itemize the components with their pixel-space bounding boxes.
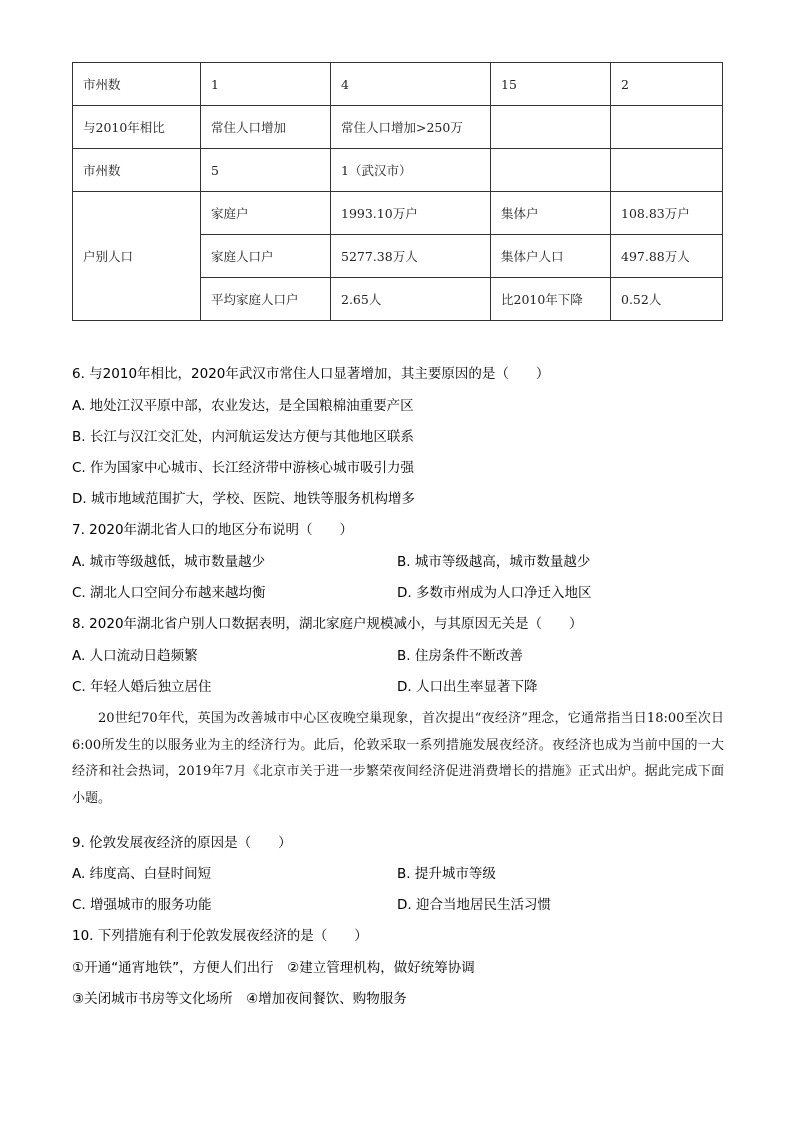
question-9-option-a: A. 纬度高、白昼时间短 xyxy=(72,866,212,882)
table-row xyxy=(73,106,723,149)
table-cell: 市州数 xyxy=(73,149,201,192)
question-6-option-d: D. 城市地域范围扩大，学校、医院、地铁等服务机构增多 xyxy=(72,491,415,507)
question-6-option-b: B. 长江与汉江交汇处，内河航运发达方便与其他地区联系 xyxy=(72,429,414,445)
table-cell: 1（武汉市） xyxy=(331,149,491,192)
table-cell xyxy=(611,106,723,149)
reading-passage: 20世纪70年代，英国为改善城市中心区夜晚空巢现象，首次提出“夜经济”理念，它通常指当日18:00至次日6:00所发生的以服务业为主的经济行为。此后，伦敦采取一系列措施发展夜经济。夜经济也成为当前中国的一大经济和社会热词，2019年7月《北京市关于进一步繁荣夜间经济促进消费增长的措施》正式出炉。据此完成下面小题。 xyxy=(72,711,724,806)
table-row xyxy=(73,63,723,106)
question-10-statements-2: ③关闭城市书房等文化场所 ④增加夜间餐饮、购物服务 xyxy=(72,991,407,1007)
table-cell: 1993.10万户 xyxy=(331,192,491,235)
table-cell: 家庭户 xyxy=(201,192,331,235)
question-7-option-b: B. 城市等级越高，城市数量越少 xyxy=(397,554,591,570)
table-cell: 常住人口增加>250万 xyxy=(331,106,491,149)
question-6-option-a: A. 地处江汉平原中部，农业发达，是全国粮棉油重要产区 xyxy=(72,398,414,414)
question-8-option-d: D. 人口出生率显著下降 xyxy=(397,679,538,695)
table-cell: 比2010年下降 xyxy=(491,278,611,321)
question-8-option-c: C. 年轻人婚后独立居住 xyxy=(72,679,212,695)
question-8-stem: 8. 2020年湖北省户别人口数据表明，湖北家庭户规模减小，与其原因无关是（ ） xyxy=(72,616,583,632)
table-cell: 家庭人口户 xyxy=(201,235,331,278)
table-cell: 市州数 xyxy=(73,63,201,106)
table-row-header: 户别人口 xyxy=(73,192,201,321)
table-cell: 集体户人口 xyxy=(491,235,611,278)
table-cell: 5277.38万人 xyxy=(331,235,491,278)
table-cell xyxy=(491,149,611,192)
table-cell: 108.83万户 xyxy=(611,192,723,235)
question-9-option-c: C. 增强城市的服务功能 xyxy=(72,897,212,913)
table-cell: 15 xyxy=(491,63,611,106)
table-cell: 1 xyxy=(201,63,331,106)
table-cell xyxy=(491,106,611,149)
question-8-option-a: A. 人口流动日趋频繁 xyxy=(72,648,198,664)
question-9-stem: 9. 伦敦发展夜经济的原因是（ ） xyxy=(72,835,292,851)
table-cell: 4 xyxy=(331,63,491,106)
table-cell: 集体户 xyxy=(491,192,611,235)
table-cell: 497.88万人 xyxy=(611,235,723,278)
table-cell: 5 xyxy=(201,149,331,192)
question-10-stem: 10. 下列措施有利于伦敦发展夜经济的是（ ） xyxy=(72,928,368,944)
question-7-option-d: D. 多数市州成为人口净迁入地区 xyxy=(397,585,592,601)
question-9-option-b: B. 提升城市等级 xyxy=(397,866,496,882)
question-6-stem: 6. 与2010年相比，2020年武汉市常住人口显著增加，其主要原因的是（ ） xyxy=(72,366,550,382)
table-cell xyxy=(611,149,723,192)
question-8-option-b: B. 住房条件不断改善 xyxy=(397,648,523,664)
table-cell: 2 xyxy=(611,63,723,106)
population-table xyxy=(72,62,723,321)
question-7-stem: 7. 2020年湖北省人口的地区分布说明（ ） xyxy=(72,522,354,538)
table-cell: 0.52人 xyxy=(611,278,723,321)
table-cell: 与2010年相比 xyxy=(73,106,201,149)
table-cell: 平均家庭人口户 xyxy=(201,278,331,321)
question-7-option-a: A. 城市等级越低，城市数量越少 xyxy=(72,554,266,570)
question-9-option-d: D. 迎合当地居民生活习惯 xyxy=(397,897,551,913)
question-6-option-c: C. 作为国家中心城市、长江经济带中游核心城市吸引力强 xyxy=(72,460,415,476)
question-7-option-c: C. 湖北人口空间分布越来越均衡 xyxy=(72,585,266,601)
table-cell: 常住人口增加 xyxy=(201,106,331,149)
question-10-statements-1: ①开通“通宵地铁”，方便人们出行 ②建立管理机构，做好统筹协调 xyxy=(72,960,475,976)
table-row xyxy=(73,149,723,192)
table-row xyxy=(73,192,723,235)
table-cell: 2.65人 xyxy=(331,278,491,321)
